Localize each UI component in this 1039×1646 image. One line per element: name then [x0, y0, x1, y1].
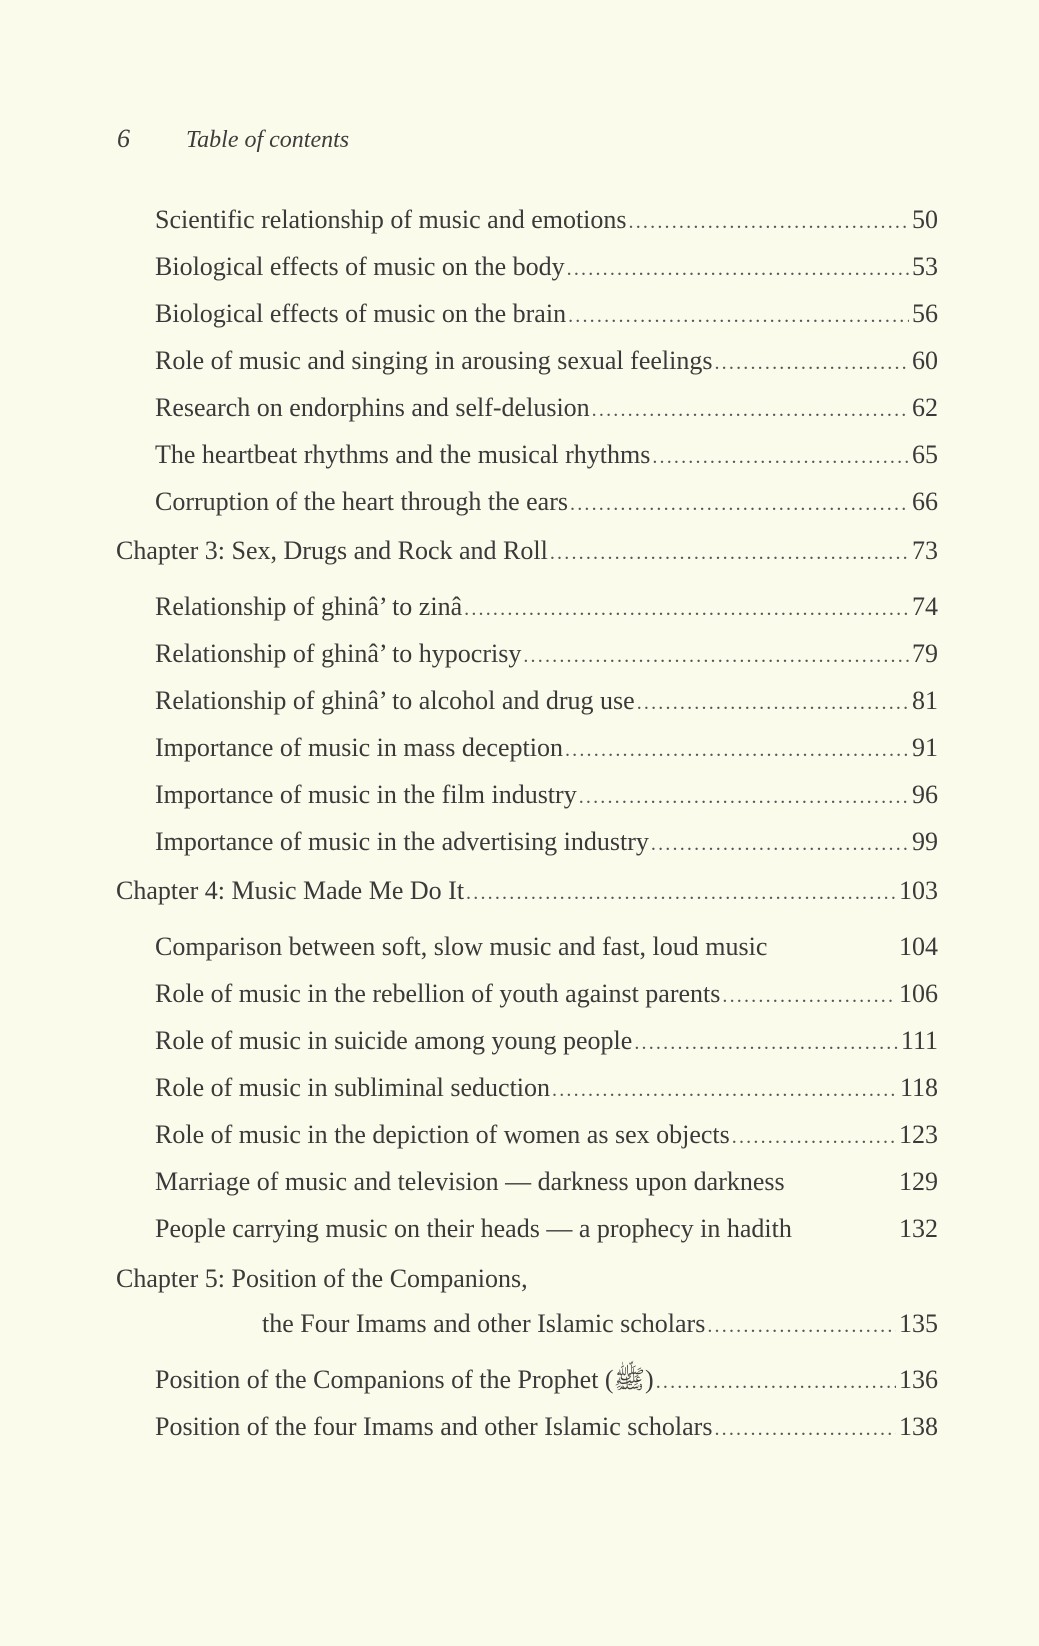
dot-leader — [652, 441, 909, 473]
dot-leader — [634, 1027, 898, 1059]
toc-chapter-title: the Four Imams and other Islamic scholars — [262, 1309, 706, 1338]
dot-leader — [707, 1310, 896, 1342]
toc-entry-page: 56 — [912, 299, 938, 328]
dot-leader — [651, 828, 909, 860]
toc-entry[interactable] — [155, 1119, 938, 1153]
toc-chapter-entry[interactable] — [116, 875, 938, 909]
toc-entry-page: 132 — [899, 1214, 938, 1243]
toc-entry[interactable] — [155, 345, 938, 379]
toc-entry-page: 53 — [912, 252, 938, 281]
toc-entry-title: Role of music and singing in arousing sexual feelings — [155, 346, 713, 375]
toc-entry-page: 129 — [899, 1167, 938, 1196]
toc-entry-title: Position of the Companions of the Prophet (ﷺ) — [155, 1365, 654, 1394]
toc-entry-page: 135 — [899, 1309, 938, 1338]
dot-leader — [570, 488, 909, 520]
toc-entry-page: 103 — [899, 876, 938, 905]
dot-leader — [552, 1074, 897, 1106]
toc-entry[interactable] — [155, 591, 938, 625]
toc-entry-page: 60 — [912, 346, 938, 375]
toc-entry-page: 118 — [899, 1073, 938, 1102]
toc-entry[interactable] — [155, 1072, 938, 1106]
toc-chapter-entry[interactable] — [116, 535, 938, 569]
dot-leader — [579, 781, 909, 813]
toc-entry-title: Relationship of ghinâ’ to hypocrisy — [155, 639, 522, 668]
toc-entry-title: Research on endorphins and self-delusion — [155, 393, 590, 422]
toc-chapter-title: Chapter 4: Music Made Me Do It — [116, 876, 465, 905]
toc-entry-title: Biological effects of music on the brain — [155, 299, 567, 328]
running-header — [117, 124, 349, 154]
toc-entry-page: 106 — [899, 979, 938, 1008]
toc-chapter-title-line1[interactable]: Chapter 5: Position of the Companions, — [116, 1264, 528, 1293]
toc-entry-title: Relationship of ghinâ’ to alcohol and drug use — [155, 686, 635, 715]
toc-entry[interactable] — [155, 779, 938, 813]
dot-leader — [550, 537, 909, 569]
toc-entry-page: 62 — [912, 393, 938, 422]
toc-entry-title: Role of music in the depiction of women as sex objects — [155, 1120, 730, 1149]
toc-entry-title: Relationship of ghinâ’ to zinâ — [155, 592, 463, 621]
toc-entry-page: 138 — [899, 1412, 938, 1441]
dot-leader — [656, 1366, 896, 1398]
toc-entry-title: Scientific relationship of music and emotions — [155, 205, 627, 234]
toc-entry-page: 74 — [912, 592, 938, 621]
dot-leader — [523, 640, 909, 672]
toc-entry[interactable] — [155, 732, 938, 766]
toc-entry[interactable] — [155, 251, 938, 285]
toc-entry[interactable] — [155, 1166, 938, 1198]
running-title: Table of contents — [186, 127, 350, 153]
toc-chapter-entry[interactable] — [262, 1308, 938, 1342]
dot-leader — [714, 1413, 896, 1445]
dot-leader — [629, 206, 909, 238]
toc-entry[interactable] — [155, 1364, 938, 1398]
toc-entry-page: 91 — [912, 733, 938, 762]
toc-entry-page: 104 — [899, 932, 938, 961]
dot-leader — [565, 734, 909, 766]
toc-entry-page: 136 — [899, 1365, 938, 1394]
toc-entry-title: People carrying music on their heads — a prophecy in hadith — [155, 1214, 792, 1243]
dot-leader — [722, 980, 896, 1012]
toc-entry-page: 65 — [912, 440, 938, 469]
toc-entry[interactable] — [155, 826, 938, 860]
toc-entry-title: Marriage of music and television — darkness upon darkness — [155, 1167, 785, 1196]
toc-entry-page: 81 — [912, 686, 938, 715]
toc-entry-title: Importance of music in the film industry — [155, 780, 577, 809]
toc-entry-title: Importance of music in the advertising industry — [155, 827, 649, 856]
toc-entry-page: 96 — [912, 780, 938, 809]
toc-entry-title: Position of the four Imams and other Islamic scholars — [155, 1412, 713, 1441]
toc-entry-title: Corruption of the heart through the ears — [155, 487, 568, 516]
toc-entry-title: Importance of music in mass deception — [155, 733, 563, 762]
dot-leader — [464, 593, 909, 625]
toc-entry-page: 66 — [912, 487, 938, 516]
dot-leader — [732, 1121, 896, 1153]
toc-entry[interactable] — [155, 298, 938, 332]
toc-entry-title: The heartbeat rhythms and the musical rhythms — [155, 440, 651, 469]
toc-entry-page: 99 — [912, 827, 938, 856]
toc-entry[interactable] — [155, 439, 938, 473]
dot-leader — [714, 347, 909, 379]
toc-entry[interactable] — [155, 392, 938, 426]
toc-entry-page: 111 — [900, 1026, 938, 1055]
toc-entry[interactable] — [155, 204, 938, 238]
toc-entry-page: 79 — [912, 639, 938, 668]
toc-entry-title: Role of music in suicide among young people — [155, 1026, 633, 1055]
toc-entry-title: Role of music in the rebellion of youth against parents — [155, 979, 721, 1008]
toc-entry-title: Comparison between soft, slow music and fast, loud music — [155, 932, 768, 961]
toc-entry[interactable] — [155, 978, 938, 1012]
toc-entry[interactable] — [155, 685, 938, 719]
dot-leader — [568, 300, 909, 332]
toc-entry-title: Biological effects of music on the body — [155, 252, 565, 281]
dot-leader — [637, 687, 909, 719]
toc-entry[interactable] — [155, 1025, 938, 1059]
toc-entry[interactable] — [155, 1411, 938, 1445]
dot-leader — [567, 253, 909, 285]
toc-entry-page: 50 — [912, 205, 938, 234]
toc-entry-page: 73 — [912, 536, 938, 565]
toc-entry[interactable] — [155, 931, 938, 963]
toc-entry-title: Role of music in subliminal seduction — [155, 1073, 551, 1102]
dot-leader — [592, 394, 909, 426]
toc-entry[interactable] — [155, 1213, 938, 1245]
toc-entry-page: 123 — [899, 1120, 938, 1149]
toc-entry[interactable] — [155, 486, 938, 520]
page-number: 6 — [117, 124, 130, 153]
dot-leader — [466, 877, 896, 909]
toc-chapter-title: Chapter 3: Sex, Drugs and Rock and Roll — [116, 536, 548, 565]
toc-entry[interactable] — [155, 638, 938, 672]
